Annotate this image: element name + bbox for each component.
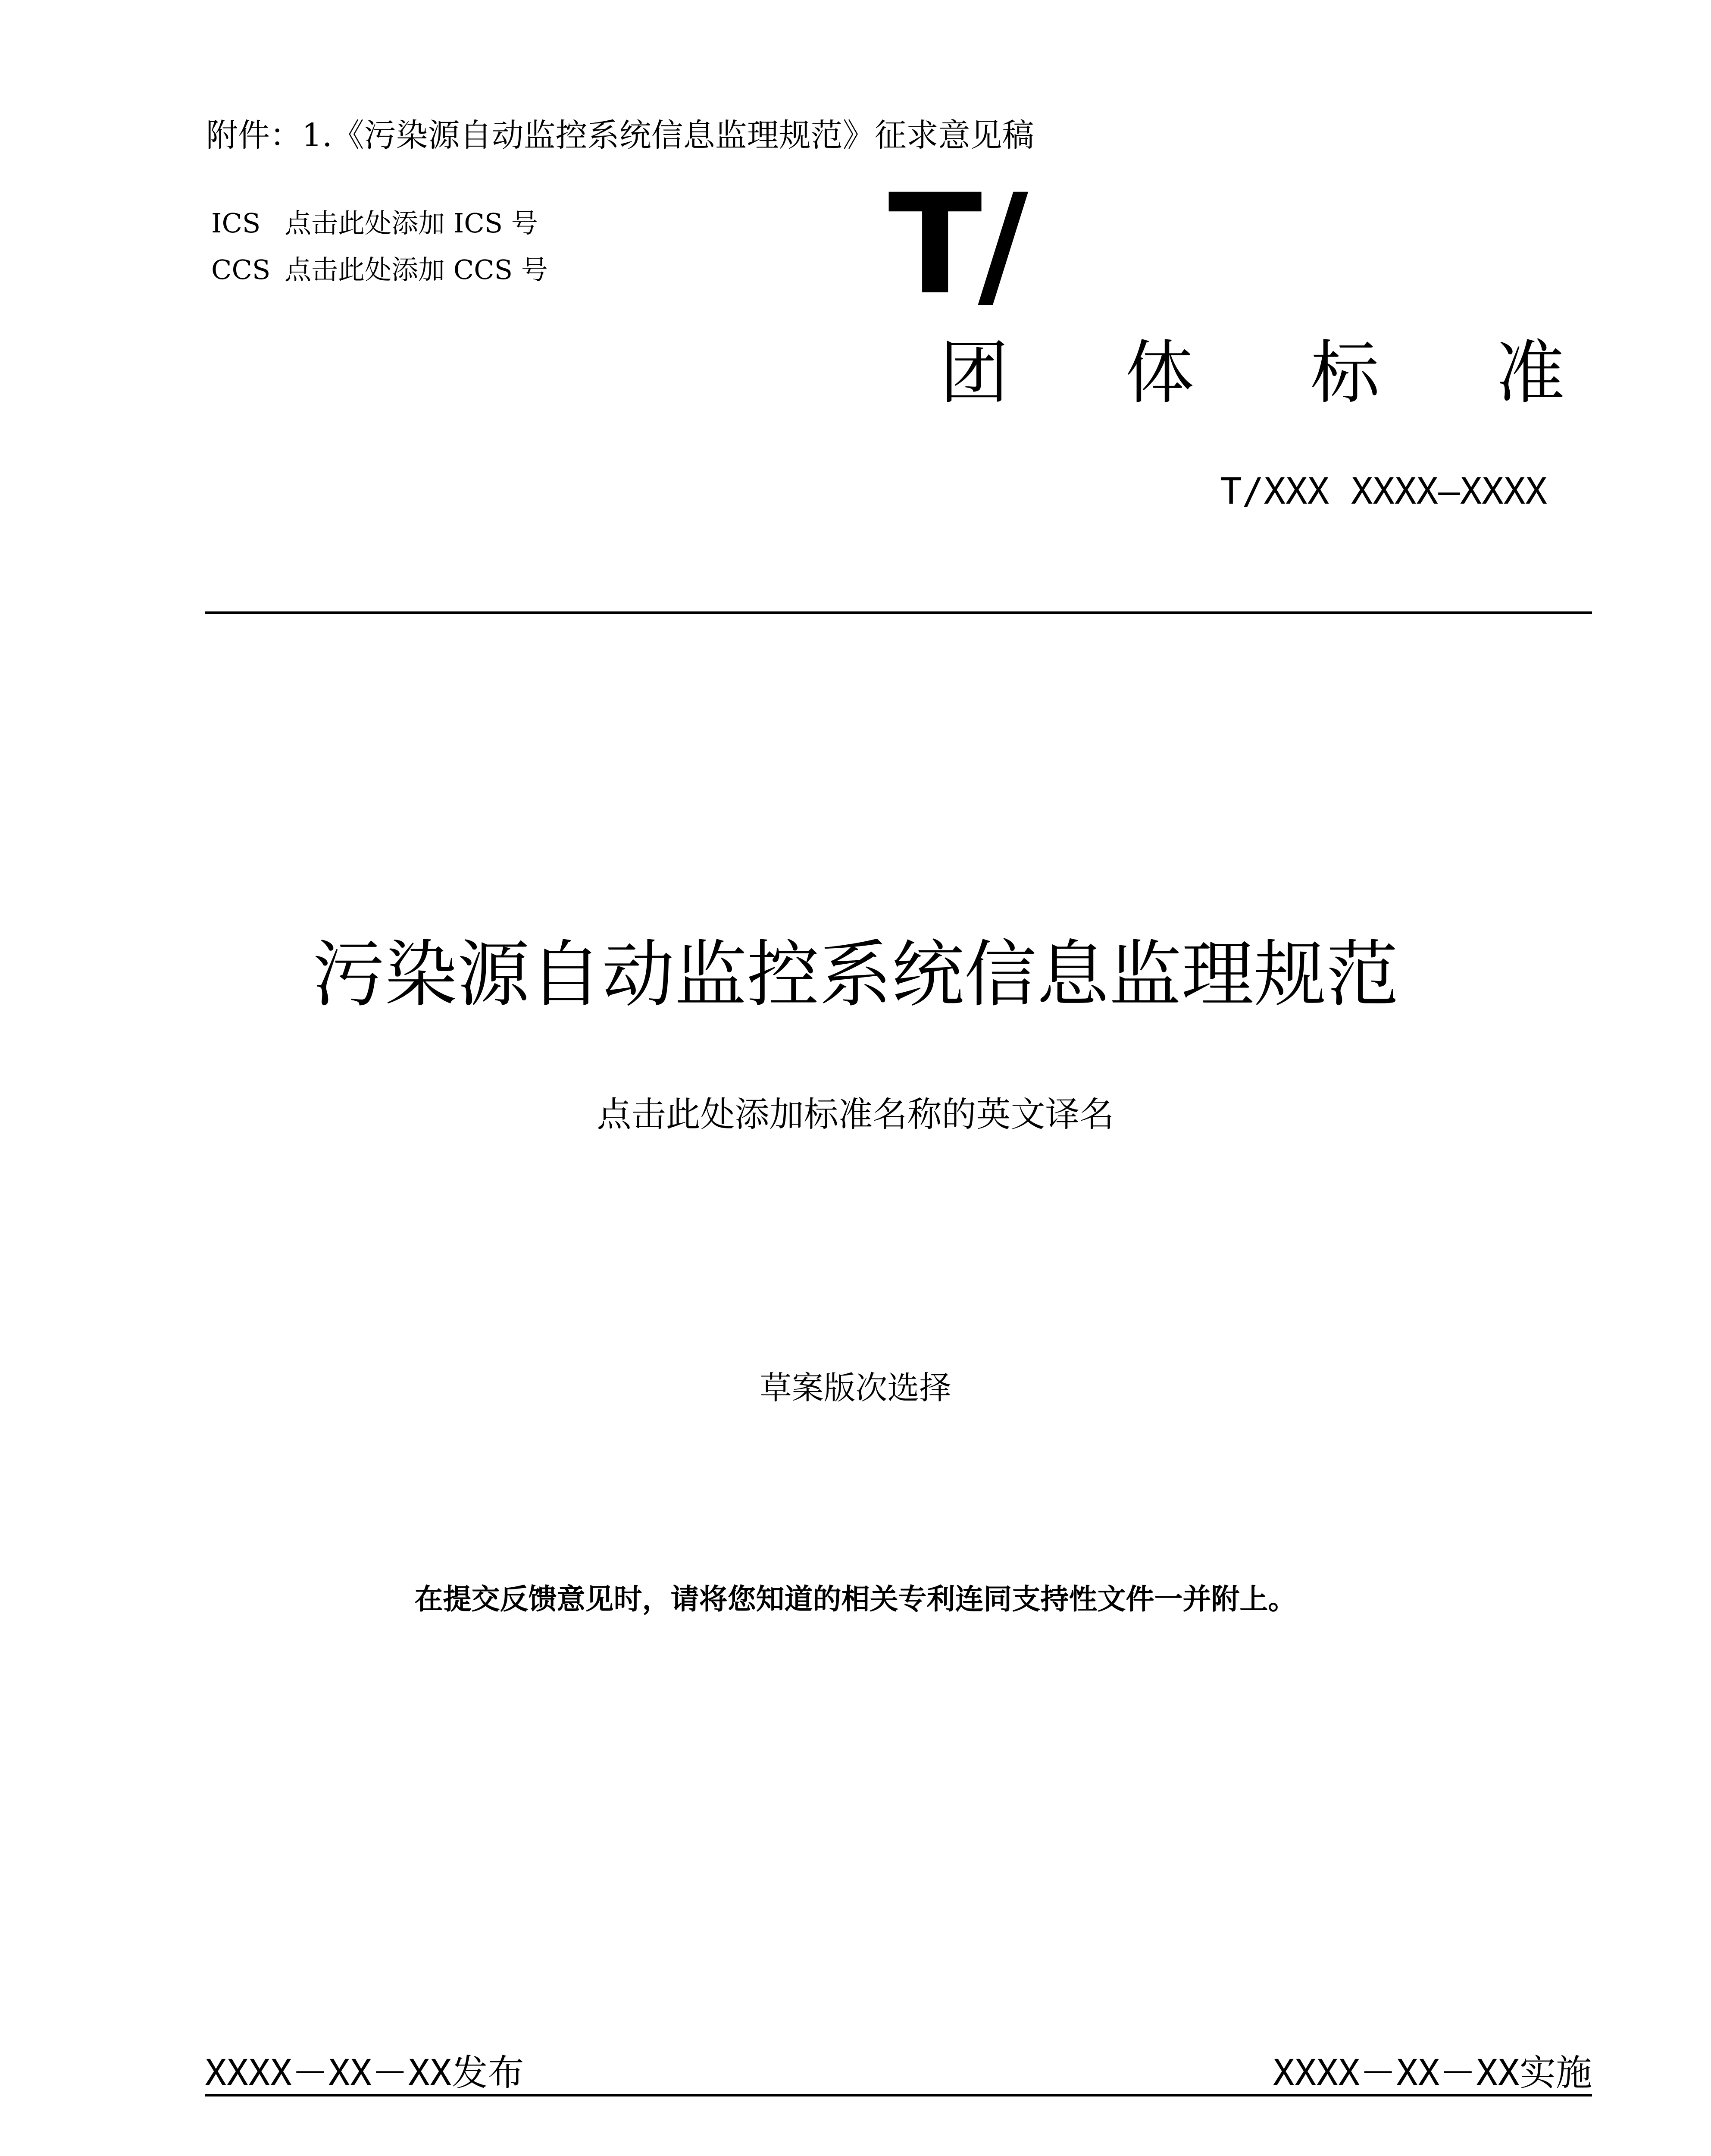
attachment-line: 附件：1.《污染源自动监控系统信息监理规范》征求意见稿 xyxy=(206,117,1034,154)
draft-version-selector[interactable]: 草案版次选择 xyxy=(760,1369,951,1407)
release-label: 发布 xyxy=(451,2052,524,2094)
ccs-row xyxy=(211,248,548,287)
standard-type-char: 团 xyxy=(940,332,1009,413)
patent-notice: 在提交反馈意见时，请将您知道的相关专利连同支持性文件一并附上。 xyxy=(414,1582,1297,1616)
standard-type-char: 准 xyxy=(1496,332,1565,413)
document-title: 污染源自动监控系统信息监理规范 xyxy=(312,932,1399,1017)
bottom-divider xyxy=(205,2094,1592,2096)
release-date xyxy=(205,2044,524,2096)
standard-type-char: 标 xyxy=(1311,332,1380,413)
top-divider xyxy=(205,611,1592,614)
ccs-value[interactable]: 点击此处添加 CCS 号 xyxy=(285,254,548,285)
standard-type xyxy=(940,334,1569,412)
implementation-date xyxy=(1273,2044,1592,2096)
ics-value[interactable]: 点击此处添加 ICS 号 xyxy=(285,207,538,239)
ics-key: ICS xyxy=(211,207,261,239)
implementation-date-value: XXXX－XX－XX xyxy=(1273,2052,1520,2094)
standard-number: T/XXX XXXX—XXXX xyxy=(1220,470,1547,512)
implementation-label: 实施 xyxy=(1519,2052,1592,2094)
english-name-placeholder[interactable]: 点击此处添加标准名称的英文译名 xyxy=(597,1094,1114,1134)
standard-logo: T/ xyxy=(888,165,1024,325)
ccs-key: CCS xyxy=(211,254,271,285)
standard-type-char: 体 xyxy=(1125,332,1195,413)
ics-row xyxy=(211,202,538,240)
release-date-value: XXXX－XX－XX xyxy=(205,2052,452,2094)
